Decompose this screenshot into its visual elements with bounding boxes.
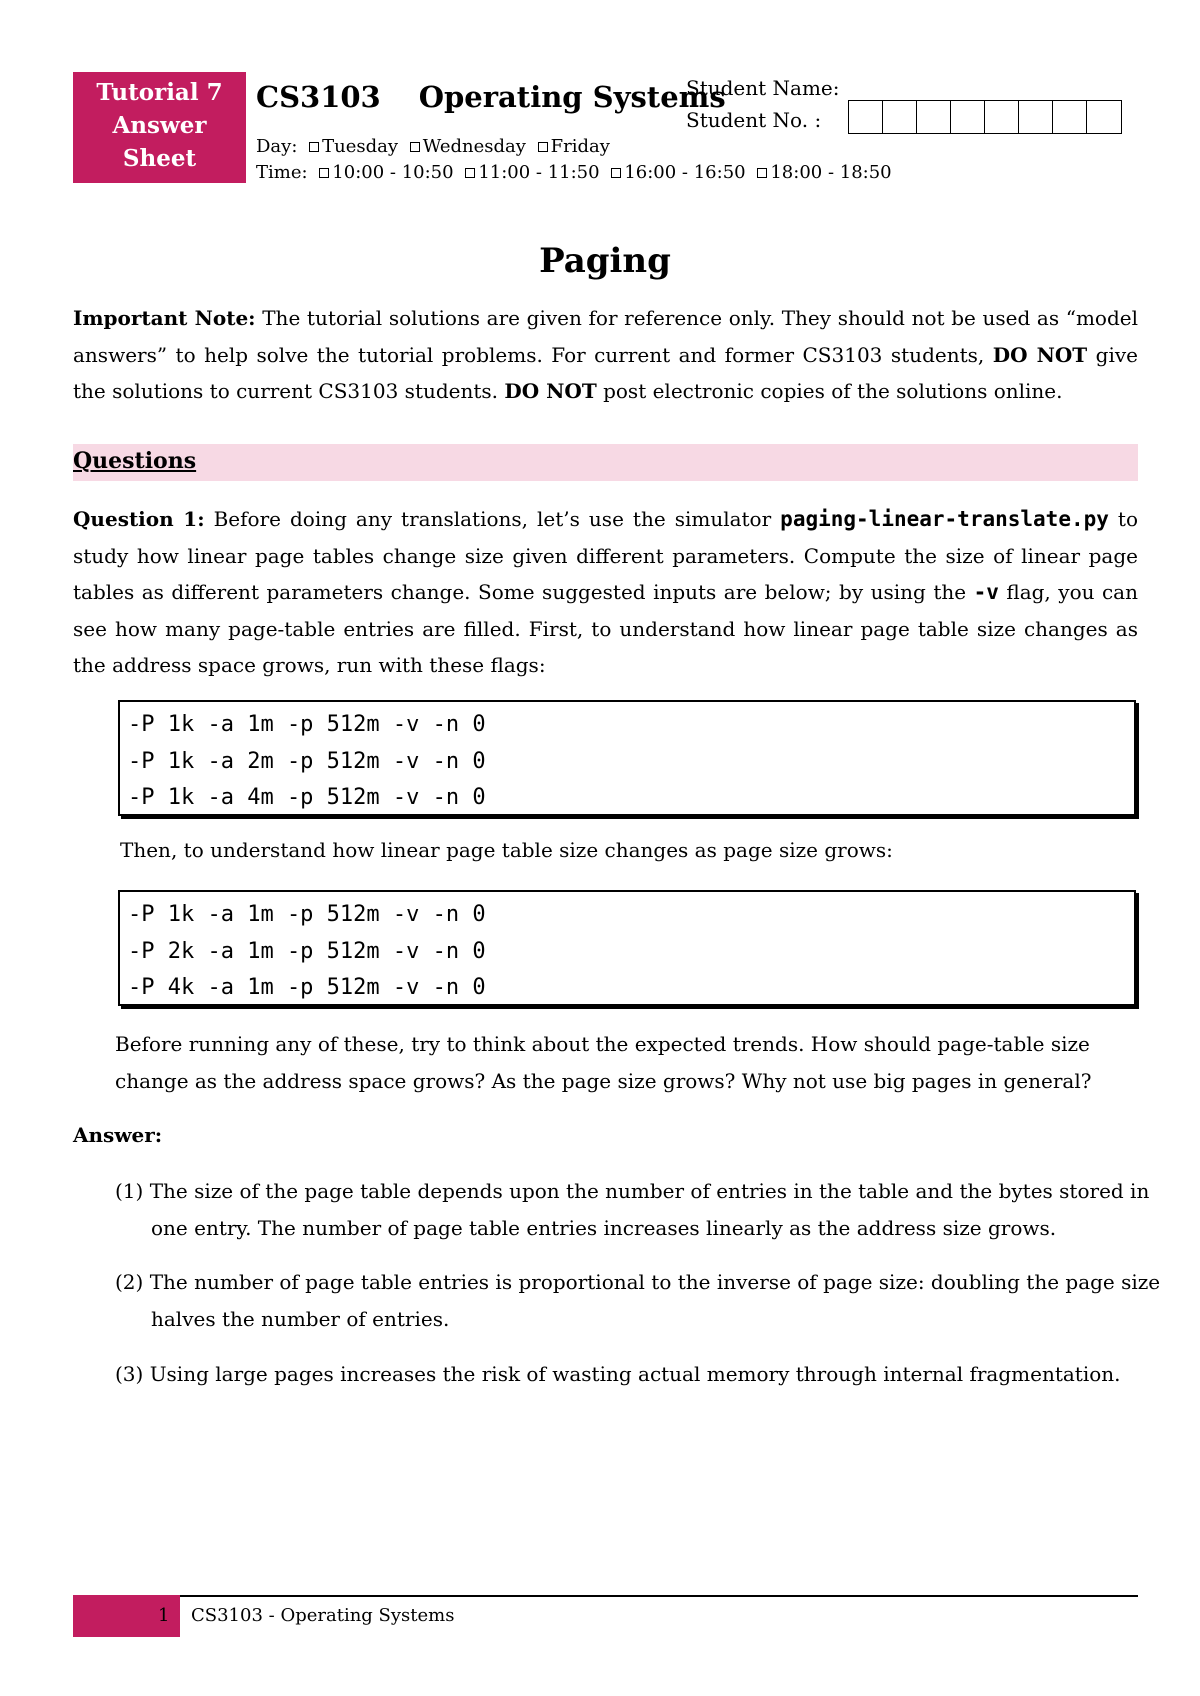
checkbox-tuesday[interactable] (309, 142, 319, 152)
student-no-cell[interactable] (985, 101, 1019, 133)
code-line: -P 1k -a 4m -p 512m -v -n 0 (128, 785, 486, 810)
tutorial-badge-line: Answer (112, 112, 207, 139)
student-no-cell[interactable] (1087, 101, 1121, 133)
answer-item: (3) Using large pages increases the risk of wasting actual memory through internal fragmentation. (115, 1362, 1121, 1386)
question-text: to study how linear page tables change size given different parameters. Compute the size of linear page tables as different parameters change. Some suggested inputs are below; by using the (73, 507, 1138, 604)
answer-item: (2) The number of page table entries is proportional to the inverse of page size: doubling the page size halves the number of entries. (115, 1270, 1161, 1331)
question-1 (73, 501, 1138, 684)
code-line: -P 1k -a 1m -p 512m -v -n 0 (128, 712, 486, 737)
time-selector (256, 162, 892, 183)
checkbox-wednesday[interactable] (410, 142, 420, 152)
note-text: The tutorial solutions are given for reference only. They should not be used as “model answers” to help solve the tutorial problems. For current and former CS3103 students, (73, 306, 1138, 367)
answer-item: (1) The size of the page table depends upon the number of entries in the table and the bytes stored in one entry. The number of page table entries increases linearly as the address size grows. (115, 1179, 1150, 1240)
important-note (73, 300, 1138, 410)
day-option: Tuesday (322, 136, 399, 157)
answer-label: Answer: (73, 1123, 163, 1147)
checkbox-friday[interactable] (538, 142, 548, 152)
student-no-cell[interactable] (1053, 101, 1087, 133)
time-option: 10:00 - 10:50 (332, 162, 454, 183)
day-label: Day: (256, 136, 298, 157)
time-option: 16:00 - 16:50 (624, 162, 746, 183)
student-name-label: Student Name: (686, 76, 840, 100)
flag-name: -v (973, 580, 999, 604)
time-option: 11:00 - 11:50 (478, 162, 600, 183)
time-label: Time: (256, 162, 308, 183)
note-text: post electronic copies of the solutions online. (596, 379, 1063, 403)
day-selector (256, 136, 610, 157)
course-title (256, 80, 726, 114)
code-line: -P 4k -a 1m -p 512m -v -n 0 (128, 975, 486, 1000)
code-line: -P 2k -a 1m -p 512m -v -n 0 (128, 938, 486, 964)
note-label: Important Note: (73, 306, 256, 330)
student-no-cell[interactable] (883, 101, 917, 133)
day-option: Wednesday (422, 136, 526, 157)
question-text: Before doing any translations, let’s use the simulator (204, 507, 781, 531)
course-code: CS3103 (256, 80, 381, 114)
student-no-grid[interactable] (848, 100, 1122, 134)
program-name: paging-linear-translate.py (780, 507, 1109, 531)
footer-text: CS3103 - Operating Systems (191, 1605, 455, 1626)
questions-heading-bar (73, 444, 1138, 481)
code-block-page-size (118, 890, 1136, 1006)
then-text: Then, to understand how linear page table size changes as page size grows: (120, 838, 893, 862)
questions-heading: Questions (73, 448, 197, 474)
checkbox-time-3[interactable] (611, 168, 621, 178)
page-title: Paging (539, 241, 671, 281)
student-no-label: Student No. : (686, 108, 822, 132)
day-option: Friday (550, 136, 610, 157)
time-option: 18:00 - 18:50 (770, 162, 892, 183)
question-text: flag, you can see how many page-table entries are filled. First, to understand how linear page table size changes as the address space grows, run with these flags: (73, 580, 1138, 677)
tutorial-badge-line: Sheet (122, 145, 197, 172)
student-no-cell[interactable] (1019, 101, 1053, 133)
note-emphasis: DO NOT (992, 342, 1088, 367)
code-block-address-space (118, 700, 1136, 816)
checkbox-time-2[interactable] (465, 168, 475, 178)
note-emphasis: DO NOT (504, 379, 597, 403)
course-name: Operating Systems (418, 80, 726, 114)
code-line: -P 1k -a 2m -p 512m -v -n 0 (128, 748, 486, 774)
footer-divider (73, 1595, 1138, 1597)
code-line: -P 1k -a 1m -p 512m -v -n 0 (128, 902, 486, 927)
checkbox-time-4[interactable] (757, 168, 767, 178)
student-no-cell[interactable] (849, 101, 883, 133)
before-text: Before running any of these, try to think about the expected trends. How should page-table size change as the address space grows? As the page size grows? Why not use big pages in general? (115, 1032, 1092, 1093)
question-label: Question 1: (73, 507, 205, 531)
tutorial-badge (73, 72, 246, 183)
checkbox-time-1[interactable] (319, 168, 329, 178)
tutorial-badge-line: Tutorial 7 (96, 79, 223, 106)
student-no-cell[interactable] (917, 101, 951, 133)
note-text: give the solutions to current CS3103 students. (73, 342, 1138, 403)
student-no-cell[interactable] (951, 101, 985, 133)
page-number: 1 (158, 1605, 170, 1626)
